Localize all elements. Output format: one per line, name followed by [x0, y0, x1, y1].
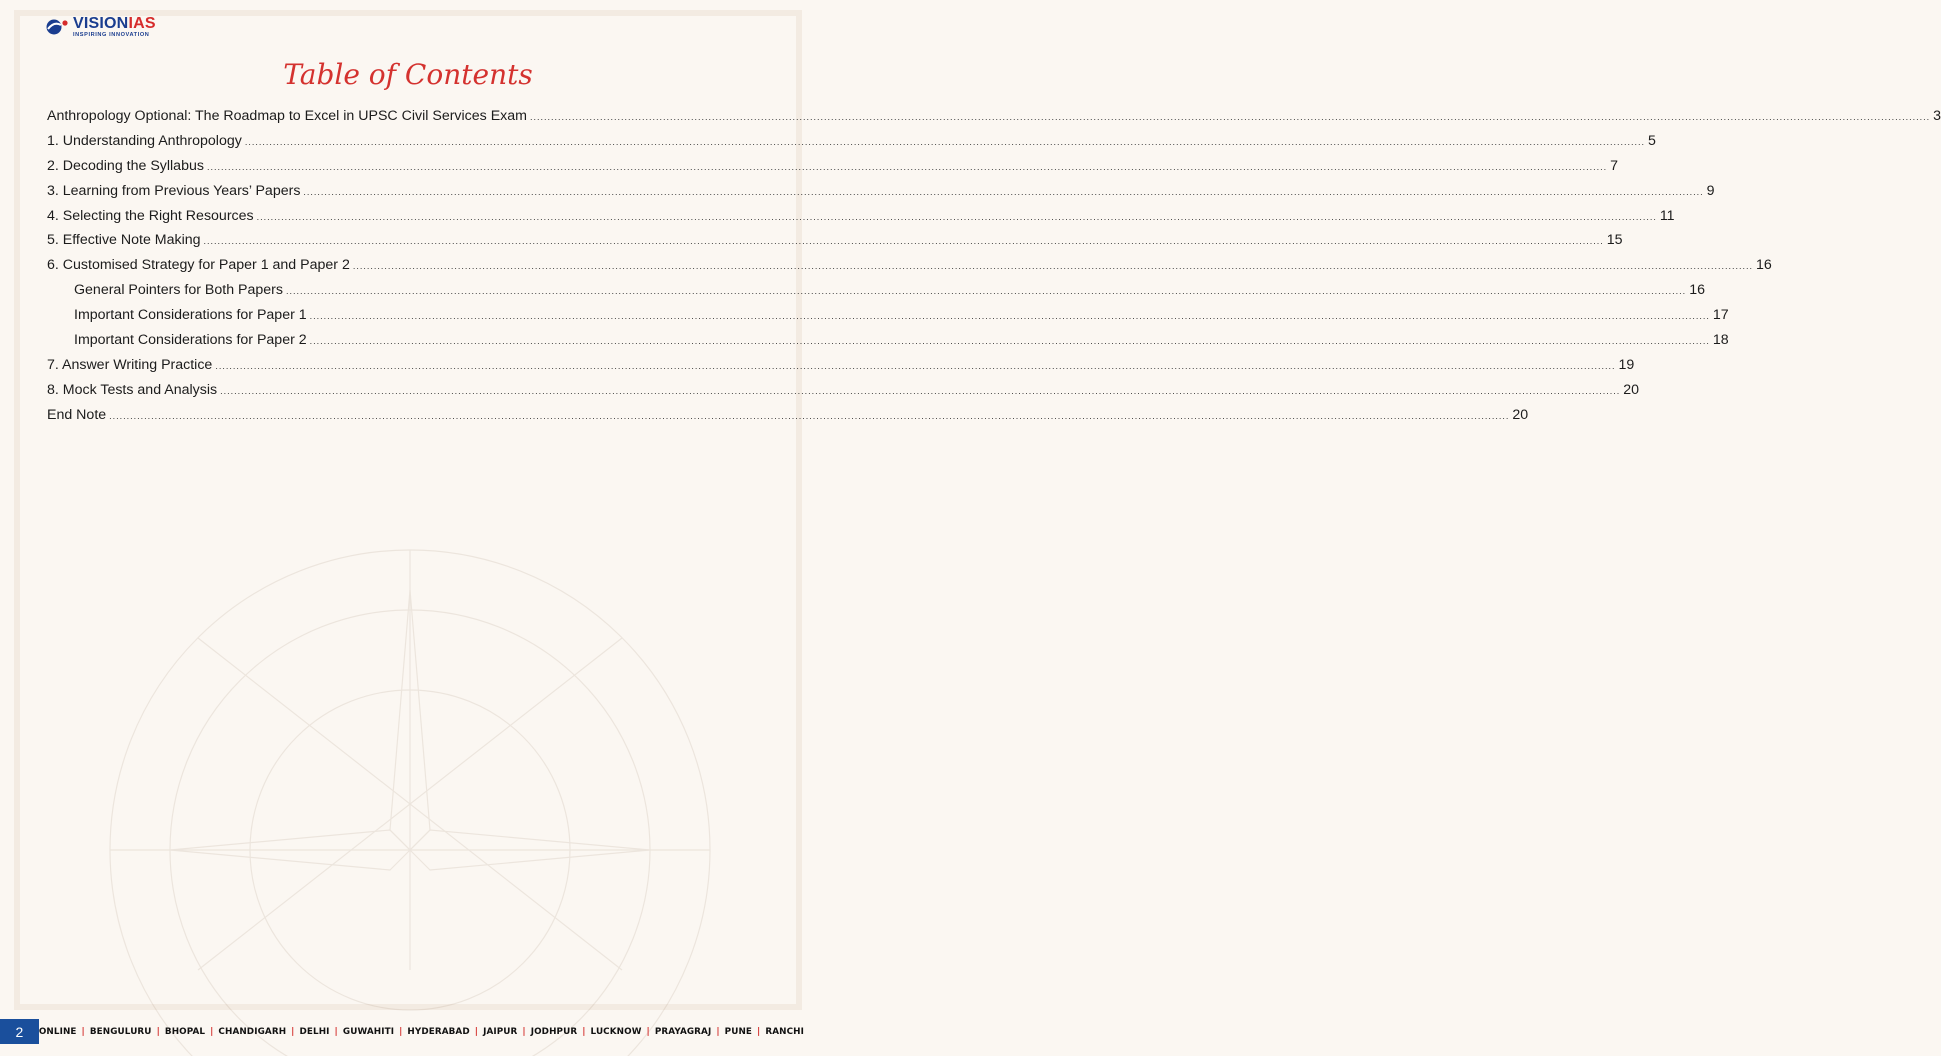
toc-entry-label: Important Considerations for Paper 2 [74, 332, 307, 349]
table-of-contents [47, 108, 1941, 432]
logo-tagline: INSPIRING INNOVATION [73, 32, 150, 38]
city-separator: | [156, 1026, 160, 1037]
toc-entry[interactable] [47, 232, 1623, 257]
city-separator: | [522, 1026, 526, 1037]
toc-entry-page: 9 [1706, 182, 1715, 199]
logo-wordmark: VISIONIAS [73, 15, 156, 32]
toc-entry-page: 16 [1756, 257, 1772, 274]
toc-entry-label: 3. Learning from Previous Years’ Papers [47, 182, 301, 199]
toc-entry-page: 20 [1623, 381, 1640, 398]
toc-dot-leader: ................................................................................................................................................................................................................................................................................................................................................................................................................ [352, 261, 1754, 272]
toc-entry-label: 2. Decoding the Syllabus [47, 157, 204, 174]
page-number-badge: 2 [0, 1019, 39, 1044]
toc-entry-page: 19 [1618, 356, 1635, 373]
toc-entry[interactable] [47, 332, 1729, 357]
city-item[interactable]: HYDERABAD [407, 1026, 470, 1037]
toc-dot-leader: ................................................................................................................................................................................................................................................................................................................................................................................................................ [303, 186, 1704, 197]
toc-dot-leader: ................................................................................................................................................................................................................................................................................................................................................................................................................ [244, 136, 1646, 147]
toc-dot-leader: ................................................................................................................................................................................................................................................................................................................................................................................................................ [203, 236, 1604, 247]
toc-entry-page: 3 [1933, 108, 1941, 124]
city-separator: | [716, 1026, 720, 1037]
toc-entry[interactable] [47, 157, 1619, 183]
toc-dot-leader: ................................................................................................................................................................................................................................................................................................................................................................................................................ [285, 286, 1687, 297]
toc-entry-label: Important Considerations for Paper 1 [74, 307, 307, 324]
toc-entry-label: 6. Customised Strategy for Paper 1 and Paper 2 [47, 257, 350, 274]
city-item[interactable]: JODHPUR [530, 1026, 578, 1037]
toc-entry-page: 17 [1712, 307, 1729, 324]
logo-text [73, 16, 156, 39]
toc-entry[interactable] [47, 282, 1705, 307]
city-separator: | [291, 1026, 295, 1037]
city-separator: | [646, 1026, 650, 1037]
toc-dot-leader: ................................................................................................................................................................................................................................................................................................................................................................................................................ [109, 410, 1510, 421]
city-item[interactable]: CHANDIGARH [218, 1026, 287, 1037]
city-item[interactable]: BHOPAL [164, 1026, 206, 1037]
toc-entry[interactable] [47, 307, 1729, 332]
toc-dot-leader: ................................................................................................................................................................................................................................................................................................................................................................................................................ [529, 112, 1931, 122]
toc-entry[interactable] [47, 108, 1941, 133]
toc-entry-label: 4. Selecting the Right Resources [47, 207, 254, 224]
city-item[interactable]: JAIPUR [483, 1026, 518, 1037]
toc-entry-page: 11 [1659, 207, 1675, 224]
city-item[interactable]: PUNE [724, 1026, 753, 1037]
toc-entry-label: 5. Effective Note Making [47, 232, 201, 249]
toc-dot-leader: ................................................................................................................................................................................................................................................................................................................................................................................................................ [215, 360, 1616, 371]
toc-entry[interactable] [47, 207, 1675, 233]
city-separator: | [399, 1026, 403, 1037]
toc-entry[interactable] [47, 406, 1529, 432]
city-item[interactable]: PRAYAGRAJ [654, 1026, 712, 1037]
toc-entry-page: 15 [1606, 232, 1623, 249]
city-item[interactable]: GUWAHITI [342, 1026, 395, 1037]
vision-ias-logo-icon [46, 17, 70, 37]
city-list [39, 1019, 816, 1044]
toc-entry-page: 16 [1689, 282, 1705, 299]
toc-entry[interactable] [47, 182, 1715, 208]
toc-dot-leader: ................................................................................................................................................................................................................................................................................................................................................................................................................ [206, 161, 1608, 172]
city-item[interactable]: RANCHI [765, 1026, 804, 1037]
toc-dot-leader: ................................................................................................................................................................................................................................................................................................................................................................................................................ [309, 336, 1710, 347]
city-separator: | [582, 1026, 586, 1037]
toc-entry-label: End Note [47, 406, 107, 423]
city-item[interactable]: BENGULURU [89, 1026, 152, 1037]
toc-dot-leader: ................................................................................................................................................................................................................................................................................................................................................................................................................ [220, 385, 1621, 396]
city-separator: | [757, 1026, 761, 1037]
toc-entry-label: 7. Answer Writing Practice [47, 356, 213, 373]
toc-entry-page: 5 [1648, 132, 1656, 149]
page-footer [0, 1019, 816, 1044]
toc-entry-page: 20 [1512, 406, 1529, 423]
toc-entry-page: 18 [1712, 332, 1729, 349]
toc-entry-label: 1. Understanding Anthropology [47, 132, 242, 149]
toc-entry[interactable] [47, 356, 1635, 382]
toc-entry-label: 8. Mock Tests and Analysis [47, 381, 218, 398]
page-title: Table of Contents [283, 58, 533, 91]
toc-entry-label: General Pointers for Both Papers [74, 282, 283, 299]
city-item[interactable]: DELHI [299, 1026, 330, 1037]
toc-entry[interactable] [47, 381, 1640, 407]
brand-logo[interactable] [46, 16, 156, 39]
compass-rose-watermark-icon [60, 470, 760, 970]
city-separator: | [210, 1026, 214, 1037]
toc-dot-leader: ................................................................................................................................................................................................................................................................................................................................................................................................................ [309, 311, 1710, 322]
city-separator: | [334, 1026, 338, 1037]
city-item[interactable]: LUCKNOW [590, 1026, 642, 1037]
toc-entry[interactable] [47, 257, 1772, 282]
city-separator: | [474, 1026, 479, 1037]
toc-entry-page: 7 [1610, 157, 1619, 174]
city-separator: | [81, 1026, 85, 1037]
toc-entry-label: Anthropology Optional: The Roadmap to Excel in UPSC Civil Services Exam [47, 108, 527, 124]
city-item[interactable]: ONLINE [38, 1026, 77, 1037]
toc-dot-leader: ................................................................................................................................................................................................................................................................................................................................................................................................................ [256, 211, 1657, 222]
toc-entry[interactable] [47, 132, 1656, 158]
